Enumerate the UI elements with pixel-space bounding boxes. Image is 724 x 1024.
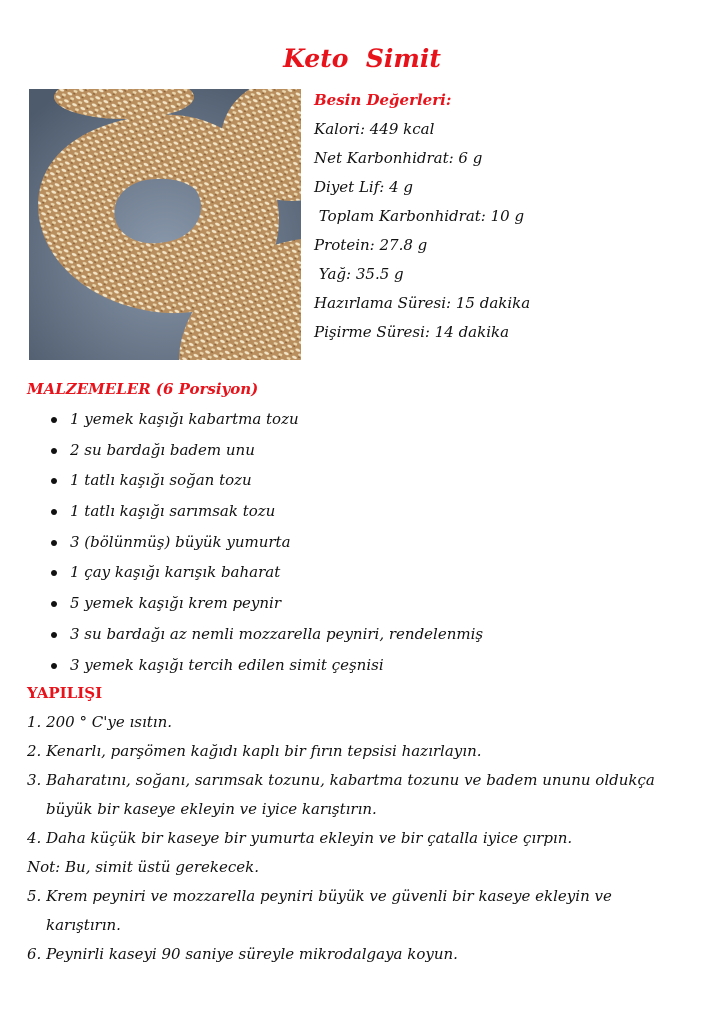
nutrition-net-carbs: Net Karbonhidrat: 6 g xyxy=(314,149,483,167)
bullet-icon xyxy=(51,570,57,576)
list-item xyxy=(0,562,483,593)
simit-photo-graphic xyxy=(29,89,301,360)
bullet-icon xyxy=(51,478,57,484)
nutrition-calories: Kalori: 449 kcal xyxy=(314,120,435,138)
nutrition-cook-time: Pişirme Süresi: 14 dakika xyxy=(314,323,510,341)
bullet-icon xyxy=(51,632,57,638)
list-item xyxy=(0,593,483,624)
bullet-icon xyxy=(51,509,57,515)
list-item xyxy=(0,624,483,655)
nutrition-prep-time: Hazırlama Süresi: 15 dakika xyxy=(314,294,531,312)
nutrition-facts xyxy=(314,90,530,351)
bullet-icon xyxy=(51,601,57,607)
ingredient-text: 2 su bardağı badem unu xyxy=(70,440,255,459)
step-line: 4. Daha küçük bir kaseye bir yumurta ekleyin ve bir çatalla iyice çırpın. xyxy=(27,829,573,847)
simit-photo xyxy=(29,89,301,360)
ingredient-text: 1 yemek kaşığı kabartma tozu xyxy=(70,410,299,428)
list-item xyxy=(0,501,483,532)
step-line-continuation: karıştırın. xyxy=(46,916,121,934)
nutrition-heading: Besin Değerleri: xyxy=(314,91,452,109)
list-item xyxy=(0,470,483,501)
steps-heading: YAPILIŞI xyxy=(27,684,103,702)
step-line: 2. Kenarlı, parşömen kağıdı kaplı bir fırın tepsisi hazırlayın. xyxy=(27,742,482,760)
nutrition-protein: Protein: 27.8 g xyxy=(314,236,428,254)
ingredient-text: 3 yemek kaşığı tercih edilen simit çeşnisi xyxy=(70,655,384,674)
bullet-icon xyxy=(51,540,57,546)
step-line: 5. Krem peyniri ve mozzarella peyniri büyük ve güvenli bir kaseye ekleyin ve xyxy=(27,887,612,905)
ingredient-text: 3 su bardağı az nemli mozzarella peyniri, rendelenmiş xyxy=(70,624,484,643)
list-item xyxy=(0,655,483,686)
bullet-icon xyxy=(51,663,57,669)
ingredient-text: 1 tatlı kaşığı sarımsak tozu xyxy=(70,502,276,521)
step-line: 3. Baharatını, soğanı, sarımsak tozunu, kabartma tozunu ve badem ununu oldukça xyxy=(27,771,655,789)
ingredients-heading: MALZEMELER (6 Porsiyon) xyxy=(27,380,259,398)
ingredient-text: 5 yemek kaşığı krem peynir xyxy=(70,594,282,613)
nutrition-fiber: Diyet Lif: 4 g xyxy=(314,178,414,196)
list-item xyxy=(0,409,483,440)
ingredient-text: 1 tatlı kaşığı soğan tozu xyxy=(70,471,252,490)
recipe-title: Keto Simit xyxy=(283,44,441,73)
list-item xyxy=(0,532,483,563)
nutrition-total-carbs: Toplam Karbonhidrat: 10 g xyxy=(314,207,525,225)
bullet-icon xyxy=(51,417,57,423)
ingredients-list xyxy=(0,409,483,685)
step-line: 6. Peynirli kaseyi 90 saniye süreyle mikrodalgaya koyun. xyxy=(27,945,458,963)
step-line: 1. 200 ° C'ye ısıtın. xyxy=(27,713,173,731)
step-line-continuation: büyük bir kaseye ekleyin ve iyice karıştırın. xyxy=(46,800,377,818)
ingredient-text: 1 çay kaşığı karışık baharat xyxy=(70,563,281,582)
list-item xyxy=(0,440,483,471)
ingredient-text: 3 (bölünmüş) büyük yumurta xyxy=(70,532,291,551)
steps-list xyxy=(27,712,707,973)
nutrition-fat: Yağ: 35.5 g xyxy=(314,265,404,283)
step-note: Not: Bu, simit üstü gerekecek. xyxy=(27,858,259,876)
bullet-icon xyxy=(51,448,57,454)
